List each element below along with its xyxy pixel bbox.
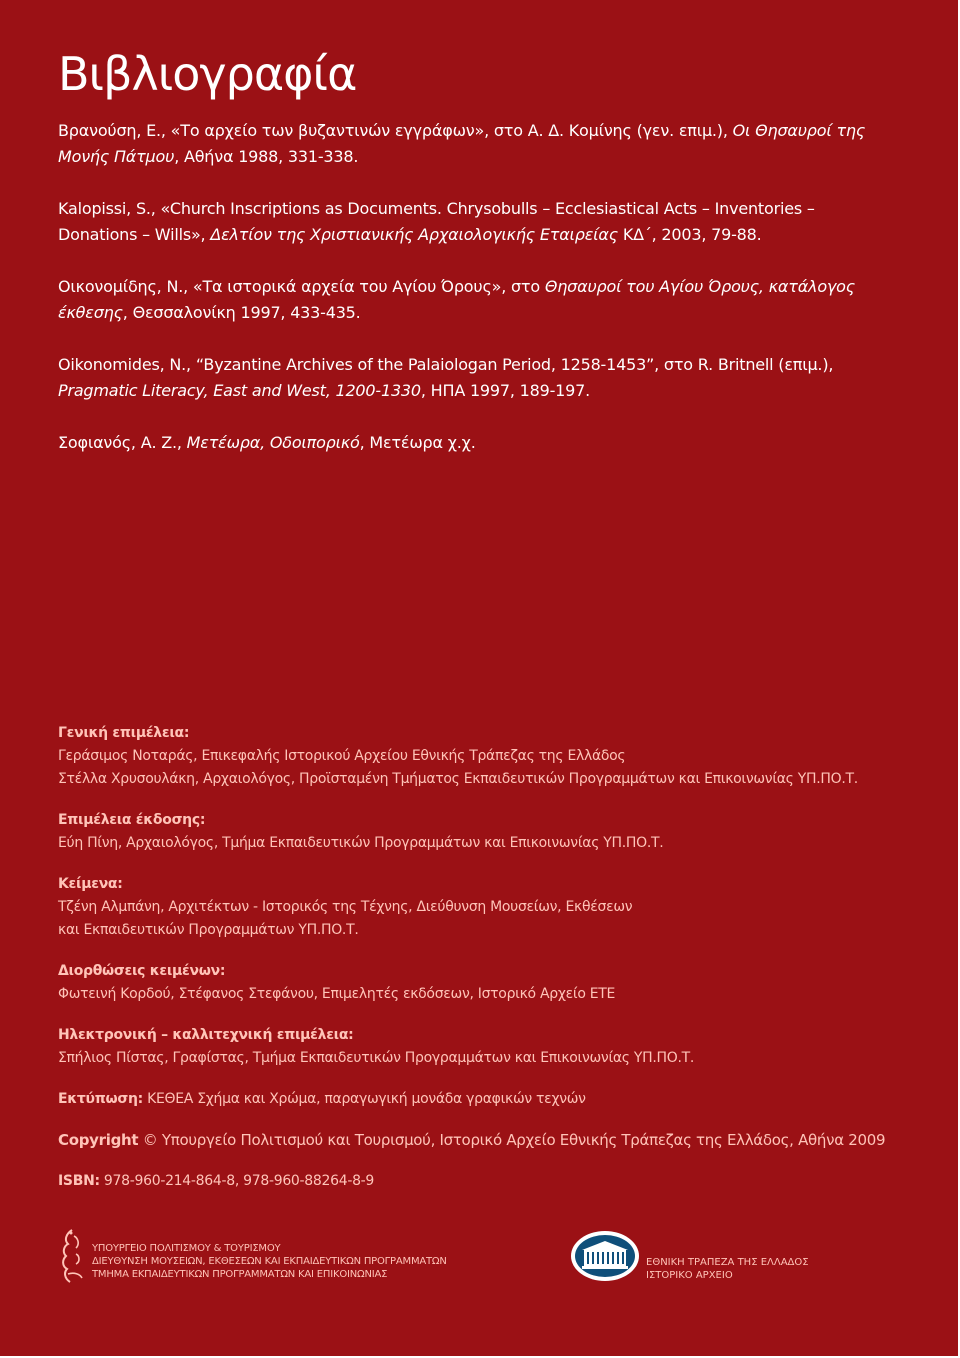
credit-line: ISBN: 978-960-214-864-8, 978-960-88264-8-9 xyxy=(58,1173,375,1189)
bibliography-entry xyxy=(58,274,918,326)
credit-isbn xyxy=(58,1170,938,1193)
entry-line: Σοφιανός, Α. Ζ., Μετέωρα, Οδοιπορικό, Μετέωρα χ.χ. xyxy=(58,433,476,452)
credit-label: Επιμέλεια έκδοσης: xyxy=(58,812,206,828)
credit-proofreading xyxy=(58,960,938,1006)
credit-label: Ηλεκτρονική – καλλιτεχνική επιμέλεια: xyxy=(58,1027,354,1043)
credit-copyright xyxy=(58,1129,938,1152)
entry-line: Μονής Πάτμου, Αθήνα 1988, 331-338. xyxy=(58,147,359,166)
credits-section xyxy=(58,722,938,1211)
bibliography-list xyxy=(58,118,918,482)
entry-line: Βρανούση, Ε., «Το αρχείο των βυζαντινών εγγράφων», στο Α. Δ. Κομίνης (γεν. επιμ.), Οι Θησαυροί της xyxy=(58,121,866,140)
credit-label: Κείμενα: xyxy=(58,876,123,892)
entry-line: έκθεσης, Θεσσαλονίκη 1997, 433-435. xyxy=(58,303,361,322)
credit-label: Γενική επιμέλεια: xyxy=(58,725,190,741)
entry-line: Kalopissi, S., «Church Inscriptions as Documents. Chrysobulls – Ecclesiastical Acts – Inventories – xyxy=(58,199,815,218)
ministry-text xyxy=(92,1242,447,1281)
ministry-line: ΤΜΗΜΑ ΕΚΠΑΙΔΕΥΤΙΚΩΝ ΠΡΟΓΡΑΜΜΑΤΩΝ ΚΑΙ ΕΠΙΚΟΙΝΩΝΙΑΣ xyxy=(92,1269,388,1280)
credit-line: και Εκπαιδευτικών Προγραμμάτων ΥΠ.ΠΟ.Τ. xyxy=(58,922,359,938)
credit-line: Copyright © Υπουργείο Πολιτισμού και Τουρισμού, Ιστορικό Αρχείο Εθνικής Τράπεζας της Ελλάδος, Αθήνα 2009 xyxy=(58,1131,886,1149)
bibliography-entry xyxy=(58,118,918,170)
bank-line: ΕΘΝΙΚΗ ΤΡΑΠΕΖΑ ΤΗΣ ΕΛΛΑΔΟΣ xyxy=(646,1257,809,1268)
bibliography-entry xyxy=(58,196,918,248)
entry-line: Donations – Wills», Δελτίον της Χριστιανικής Αρχαιολογικής Εταιρείας ΚΔ΄, 2003, 79-88. xyxy=(58,225,762,244)
entry-line: Pragmatic Literacy, East and West, 1200-1330, ΗΠΑ 1997, 189-197. xyxy=(58,381,590,400)
credit-line: Εύη Πίνη, Αρχαιολόγος, Τμήμα Εκπαιδευτικών Προγραμμάτων και Επικοινωνίας ΥΠ.ΠΟ.Τ. xyxy=(58,835,664,851)
credit-line: Τζένη Αλμπάνη, Αρχιτέκτων - Ιστορικός της Τέχνης, Διεύθυνση Μουσείων, Εκθέσεων xyxy=(58,899,633,915)
entry-line: Oikonomides, N., “Byzantine Archives of the Palaiologan Period, 1258-1453”, στο R. Britnell (επιμ.), xyxy=(58,355,834,374)
entry-line: Οικονομίδης, Ν., «Τα ιστορικά αρχεία του Αγίου Όρους», στο Θησαυροί του Αγίου Όρους, κατάλογος xyxy=(58,277,855,296)
page-title: Βιβλιογραφία xyxy=(58,47,357,101)
credit-publication-editing xyxy=(58,809,938,855)
bibliography-entry xyxy=(58,352,918,404)
credit-line: Στέλλα Χρυσουλάκη, Αρχαιολόγος, Προϊσταμένη Τμήματος Εκπαιδευτικών Προγραμμάτων και Επικοινωνίας ΥΠ.ΠΟ.Τ. xyxy=(58,771,858,787)
bibliography-entry xyxy=(58,430,918,456)
credit-general-editing xyxy=(58,722,938,791)
bank-line: ΙΣΤΟΡΙΚΟ ΑΡΧΕΙΟ xyxy=(646,1270,733,1281)
credit-line: Φωτεινή Κορδού, Στέφανος Στεφάνου, Επιμελητές εκδόσεων, Ιστορικό Αρχείο ΕΤΕ xyxy=(58,986,616,1002)
credit-texts xyxy=(58,873,938,942)
national-bank-logo-icon xyxy=(570,1230,640,1282)
bank-text xyxy=(646,1256,809,1282)
credit-printing xyxy=(58,1088,938,1111)
ministry-line: ΥΠΟΥΡΓΕΙΟ ΠΟΛΙΤΙΣΜΟΥ & ΤΟΥΡΙΣΜΟΥ xyxy=(92,1243,281,1254)
credit-line: Σπήλιος Πίστας, Γραφίστας, Τμήμα Εκπαιδευτικών Προγραμμάτων και Επικοινωνίας ΥΠ.ΠΟ.Τ. xyxy=(58,1050,695,1066)
credit-label: Διορθώσεις κειμένων: xyxy=(58,963,226,979)
credit-electronic-art xyxy=(58,1024,938,1070)
credit-line: Εκτύπωση: ΚΕΘΕΑ Σχήμα και Χρώμα, παραγωγική μονάδα γραφικών τεχνών xyxy=(58,1091,586,1107)
ministry-line: ΔΙΕΥΘΥΝΣΗ ΜΟΥΣΕΙΩΝ, ΕΚΘΕΣΕΩΝ ΚΑΙ ΕΚΠΑΙΔΕΥΤΙΚΩΝ ΠΡΟΓΡΑΜΜΑΤΩΝ xyxy=(92,1256,447,1267)
ministry-logo-icon xyxy=(58,1228,88,1284)
credit-line: Γεράσιμος Νοταράς, Επικεφαλής Ιστορικού Αρχείου Εθνικής Τράπεζας της Ελλάδος xyxy=(58,748,626,764)
